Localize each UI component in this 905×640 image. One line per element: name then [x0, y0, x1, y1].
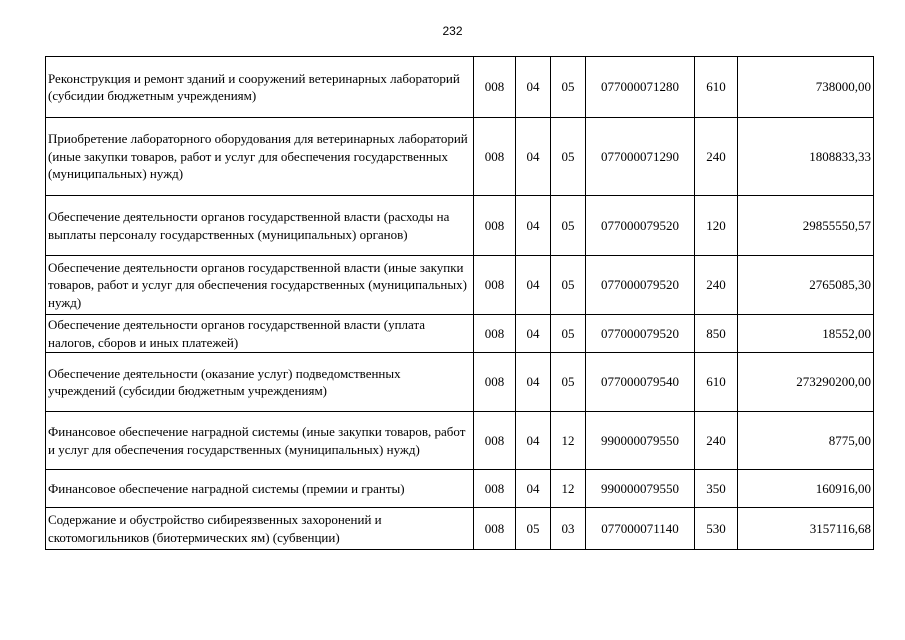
- subsection-code-cell: 05: [551, 118, 586, 196]
- section-code-cell: 04: [516, 353, 551, 412]
- row-name-cell: Обеспечение деятельности органов государственной власти (расходы на выплаты персоналу государственных (муниципальных) органов): [46, 196, 474, 256]
- subsection-code-cell: 05: [551, 315, 586, 353]
- amount-cell: 18552,00: [738, 315, 874, 353]
- page-number: 232: [442, 24, 463, 38]
- subsection-code-cell: 03: [551, 508, 586, 550]
- target-article-cell: 077000079520: [586, 256, 695, 315]
- ministry-code-cell: 008: [474, 118, 516, 196]
- amount-cell: 738000,00: [738, 57, 874, 118]
- row-name-cell: Обеспечение деятельности (оказание услуг) подведомственных учреждений (субсидии бюджетным учреждениям): [46, 353, 474, 412]
- ministry-code-cell: 008: [474, 470, 516, 508]
- table-row: [46, 196, 874, 256]
- section-code-cell: 04: [516, 118, 551, 196]
- table-row: [46, 508, 874, 550]
- ministry-code-cell: 008: [474, 256, 516, 315]
- expense-type-cell: 350: [695, 470, 738, 508]
- row-name-cell: Обеспечение деятельности органов государственной власти (уплата налогов, сборов и иных платежей): [46, 315, 474, 353]
- target-article-cell: 077000071140: [586, 508, 695, 550]
- expense-type-cell: 610: [695, 57, 738, 118]
- expense-type-cell: 120: [695, 196, 738, 256]
- budget-table: [45, 56, 874, 550]
- table-row: [46, 118, 874, 196]
- section-code-cell: 05: [516, 508, 551, 550]
- table-row: [46, 412, 874, 470]
- target-article-cell: 077000079520: [586, 315, 695, 353]
- table-row: [46, 256, 874, 315]
- subsection-code-cell: 05: [551, 196, 586, 256]
- target-article-cell: 077000071290: [586, 118, 695, 196]
- row-name-cell: Финансовое обеспечение наградной системы (иные закупки товаров, работ и услуг для обеспечения государственных (муниципальных) нужд): [46, 412, 474, 470]
- subsection-code-cell: 05: [551, 57, 586, 118]
- amount-cell: 2765085,30: [738, 256, 874, 315]
- table-row: [46, 470, 874, 508]
- section-code-cell: 04: [516, 412, 551, 470]
- row-name-cell: Реконструкция и ремонт зданий и сооружений ветеринарных лабораторий (субсидии бюджетным учреждениям): [46, 57, 474, 118]
- subsection-code-cell: 12: [551, 470, 586, 508]
- section-code-cell: 04: [516, 315, 551, 353]
- expense-type-cell: 610: [695, 353, 738, 412]
- target-article-cell: 990000079550: [586, 470, 695, 508]
- target-article-cell: 077000079540: [586, 353, 695, 412]
- amount-cell: 8775,00: [738, 412, 874, 470]
- section-code-cell: 04: [516, 256, 551, 315]
- row-name-cell: Финансовое обеспечение наградной системы (премии и гранты): [46, 470, 474, 508]
- expense-type-cell: 240: [695, 118, 738, 196]
- section-code-cell: 04: [516, 196, 551, 256]
- table-row: [46, 353, 874, 412]
- expense-type-cell: 240: [695, 412, 738, 470]
- row-name-cell: Приобретение лабораторного оборудования для ветеринарных лабораторий (иные закупки товаров, работ и услуг для обеспечения государственных (муниципальных) нужд): [46, 118, 474, 196]
- target-article-cell: 077000071280: [586, 57, 695, 118]
- ministry-code-cell: 008: [474, 353, 516, 412]
- ministry-code-cell: 008: [474, 315, 516, 353]
- subsection-code-cell: 05: [551, 353, 586, 412]
- amount-cell: 1808833,33: [738, 118, 874, 196]
- ministry-code-cell: 008: [474, 412, 516, 470]
- section-code-cell: 04: [516, 57, 551, 118]
- amount-cell: 29855550,57: [738, 196, 874, 256]
- section-code-cell: 04: [516, 470, 551, 508]
- amount-cell: 3157116,68: [738, 508, 874, 550]
- row-name-cell: Содержание и обустройство сибиреязвенных захоронений и скотомогильников (биотермических ям) (субвенции): [46, 508, 474, 550]
- expense-type-cell: 530: [695, 508, 738, 550]
- expense-type-cell: 240: [695, 256, 738, 315]
- subsection-code-cell: 05: [551, 256, 586, 315]
- table-row: [46, 57, 874, 118]
- ministry-code-cell: 008: [474, 57, 516, 118]
- target-article-cell: 990000079550: [586, 412, 695, 470]
- expense-type-cell: 850: [695, 315, 738, 353]
- amount-cell: 160916,00: [738, 470, 874, 508]
- subsection-code-cell: 12: [551, 412, 586, 470]
- target-article-cell: 077000079520: [586, 196, 695, 256]
- ministry-code-cell: 008: [474, 508, 516, 550]
- amount-cell: 273290200,00: [738, 353, 874, 412]
- ministry-code-cell: 008: [474, 196, 516, 256]
- row-name-cell: Обеспечение деятельности органов государственной власти (иные закупки товаров, работ и услуг для обеспечения государственных (муниципальных) нужд): [46, 256, 474, 315]
- table-row: [46, 315, 874, 353]
